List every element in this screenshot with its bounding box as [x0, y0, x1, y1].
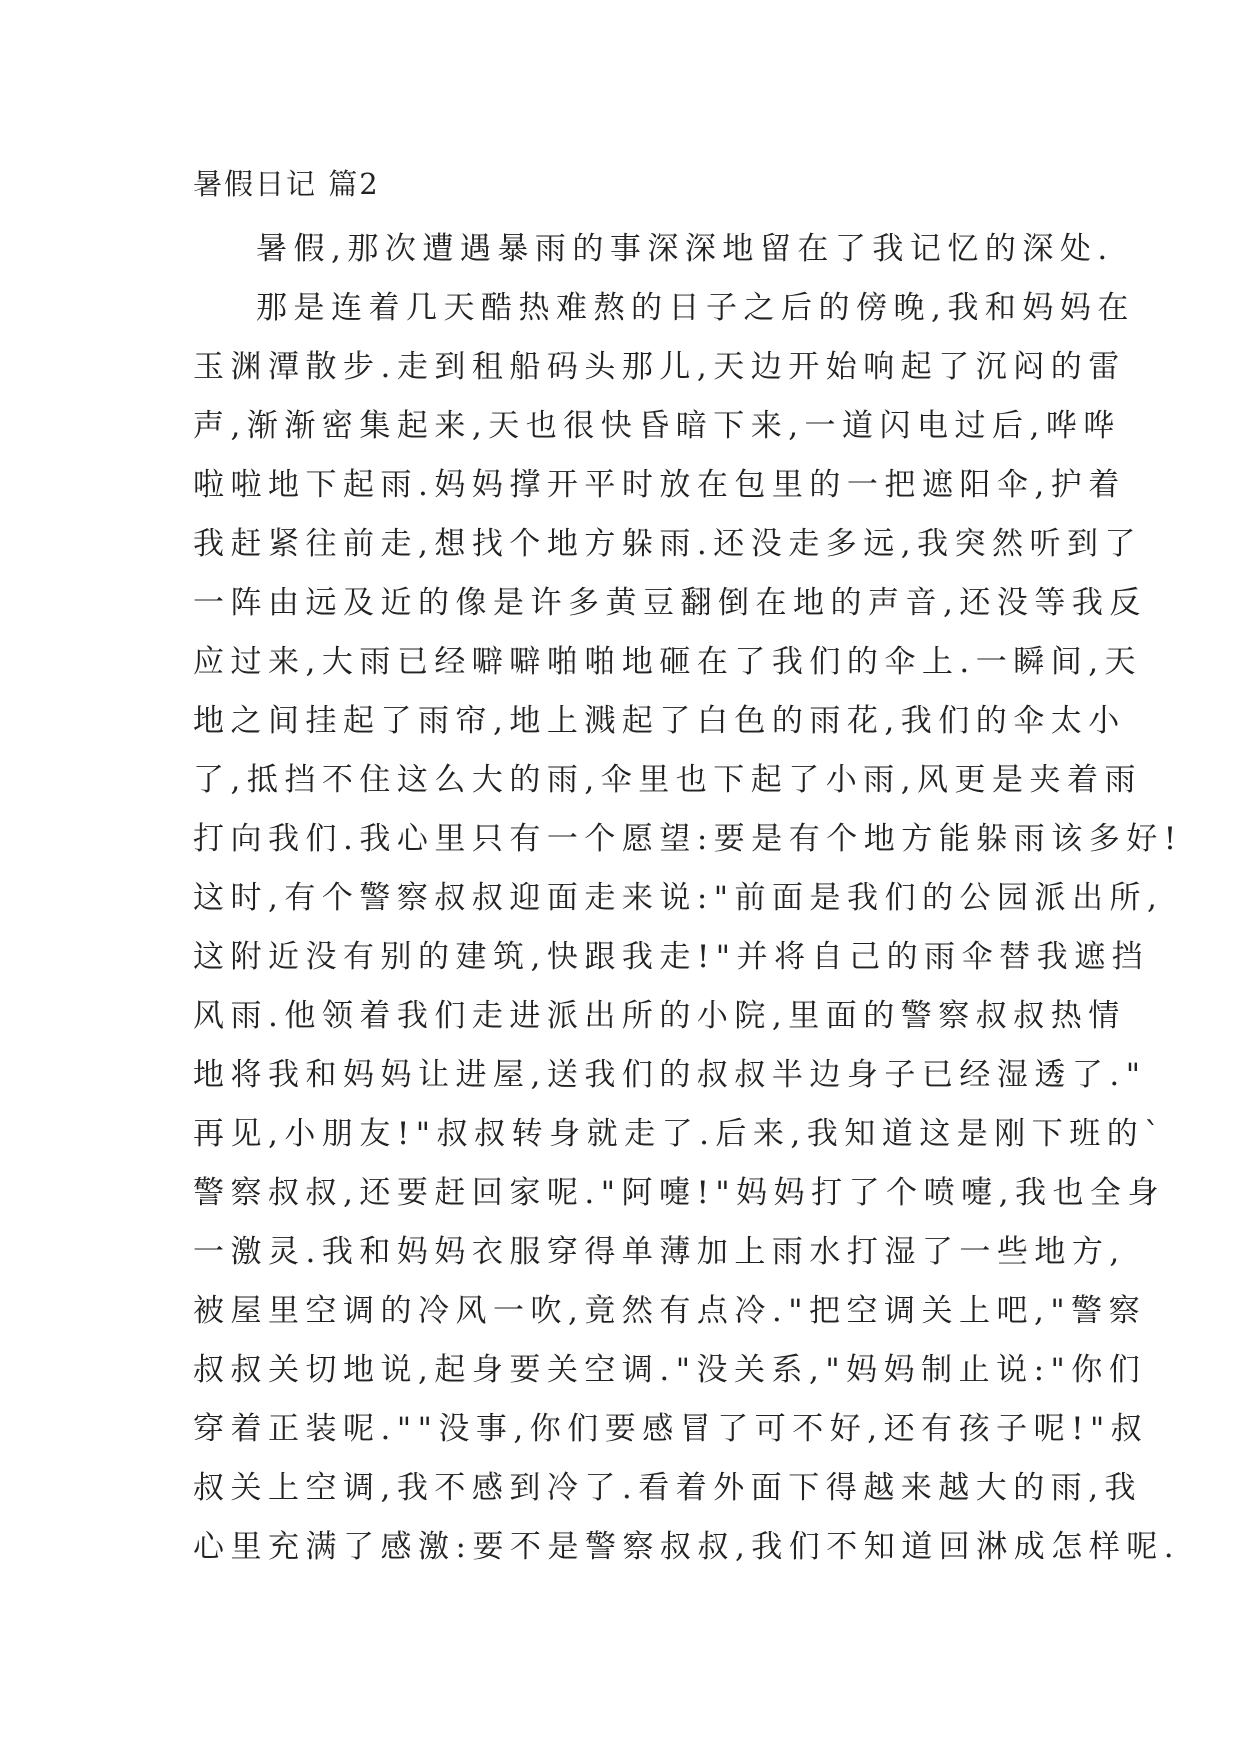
text-line: 应过来,大雨已经噼噼啪啪地砸在了我们的伞上.一瞬间,天 — [193, 644, 1143, 680]
text-line: 声,渐渐密集起来,天也很快昏暗下来,一道闪电过后,哗哗 — [193, 408, 1121, 444]
text-line: 一激灵.我和妈妈衣服穿得单薄加上雨水打湿了一些地方, — [193, 1234, 1126, 1270]
text-line: 穿着正装呢.""没事,你们要感冒了可不好,还有孩子呢!"叔 — [193, 1411, 1149, 1447]
text-line: 那是连着几天酷热难熬的日子之后的傍晚,我和妈妈在 — [256, 290, 1135, 326]
text-line: 这附近没有别的建筑,快跟我走!"并将自己的雨伞替我遮挡 — [193, 939, 1150, 975]
text-line: 被屋里空调的冷风一吹,竟然有点冷."把空调关上吧,"警察 — [193, 1293, 1147, 1329]
text-line: 暑假,那次遭遇暴雨的事深深地留在了我记忆的深处. — [256, 231, 1114, 267]
text-line: 心里充满了感激:要不是警察叔叔,我们不知道回淋成怎样呢. — [193, 1529, 1181, 1565]
text-line: 玉渊潭散步.走到租船码头那儿,天边开始响起了沉闷的雷 — [193, 349, 1126, 385]
text-line: 啦啦地下起雨.妈妈撑开平时放在包里的一把遮阳伞,护着 — [193, 467, 1126, 503]
text-line: 叔关上空调,我不感到冷了.看着外面下得越来越大的雨,我 — [193, 1470, 1143, 1506]
document-heading: 暑假日记 篇2 — [193, 167, 380, 201]
text-line: 打向我们.我心里只有一个愿望:要是有个地方能躲雨该多好! — [193, 821, 1183, 857]
text-line: 了,抵挡不住这么大的雨,伞里也下起了小雨,风更是夹着雨 — [193, 762, 1143, 798]
text-line: 我赶紧往前走,想找个地方躲雨.还没走多远,我突然听到了 — [193, 526, 1143, 562]
document-body — [193, 220, 1183, 1577]
text-line: 警察叔叔,还要赶回家呢."阿嚏!"妈妈打了个喷嚏,我也全身 — [193, 1175, 1166, 1211]
text-line: 地之间挂起了雨帘,地上溅起了白色的雨花,我们的伞太小 — [193, 703, 1126, 739]
text-line: 叔叔关切地说,起身要关空调."没关系,"妈妈制止说:"你们 — [193, 1352, 1147, 1388]
text-line: 风雨.他领着我们走进派出所的小院,里面的警察叔叔热情 — [193, 998, 1126, 1034]
text-line: 这时,有个警察叔叔迎面走来说:"前面是我们的公园派出所, — [193, 880, 1164, 916]
text-line: 地将我和妈妈让进屋,送我们的叔叔半边身子已经湿透了." — [193, 1057, 1147, 1093]
text-line: 一阵由远及近的像是许多黄豆翻倒在地的声音,还没等我反 — [193, 585, 1147, 621]
text-line: 再见,小朋友!"叔叔转身就走了.后来,我知道这是刚下班的` — [193, 1116, 1167, 1152]
